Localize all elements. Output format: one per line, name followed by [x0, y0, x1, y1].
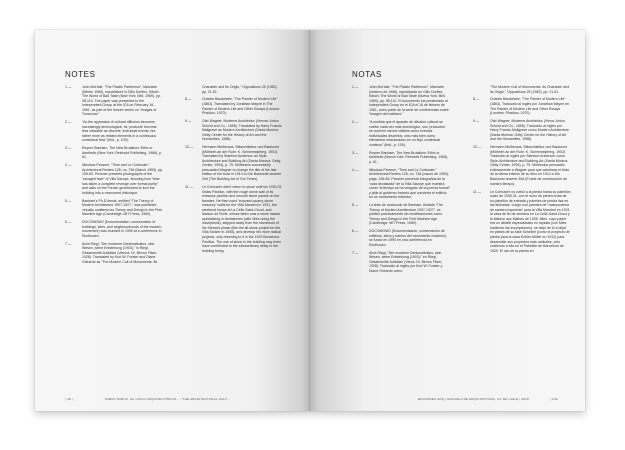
- footnote-number: 9 —: [473, 119, 480, 124]
- footnote-number: 7 —: [65, 241, 72, 246]
- notes-column: [185, 85, 283, 257]
- footnote-text: Nikolaus Pevsner, “Time and Le Corbusier,” Architectural Review 125, no. 746 (March 1959), pp. 159-65. Pevsner presents photographs of the “ravaged face” of Villa Savoye, showing how “time has taken a complete revenge over formal purity” and calls on the French government to turn the building into a monument historique.: [82, 163, 163, 195]
- footnote: [473, 145, 571, 186]
- footnote-number: 6 —: [352, 229, 359, 234]
- footnote: [65, 120, 163, 143]
- footnote: [352, 168, 450, 200]
- footnote: [352, 151, 450, 165]
- footnote: [352, 251, 450, 274]
- footnote-text: “The Modern Cult of Monuments: Its Character and Its Origin,” Oppositions 25 (1982), pp. 21-51.: [490, 85, 570, 94]
- footnote-text: Hermann Muthesius, Stilarchitektur und Baukunst (Mülheim an der Ruhr: K. Schimmelpfeng, 1902). Translated by Stanford Anderson as Style-Architecture and Building-Art (Santa Monica: Getty Center, 1994), p. 75. Muthesius successfully persuaded Wagner to change the title of the last edition of his book in 1914 to Die Baukunst unserer Zeit (The Building-Art of Our Times).: [202, 145, 282, 182]
- footnote-text: DOCOMOMO (Documentation, conservation of buildings, sites, and neighbourhoods of the modern movement) was founded in 1990 at a conference in Eindhoven.: [82, 220, 162, 238]
- footnote: [185, 119, 283, 142]
- right-page: [310, 30, 585, 411]
- footnote-text: Character and Its Origin,” Oppositions 25 (1982), pp. 21-51.: [202, 85, 278, 94]
- footnote-number: 2 —: [65, 120, 72, 125]
- footnote: [473, 190, 571, 254]
- running-head: MIRKO WIDLIK. EL CICLO ARQUITECTÓNICO... / THE ARCHITECTURAL CULT...: [105, 397, 230, 401]
- footnote-number: [185, 85, 202, 94]
- footnote-number: 6 —: [65, 220, 72, 225]
- footnote-number: 10 —: [473, 145, 482, 150]
- left-page: [35, 30, 310, 411]
- footnote-number: 10 —: [185, 145, 194, 150]
- footnote-text: Otto Wagner, Moderne Architektur (Viena: Anton Schroll and Co., 1896). Traducido al inglés por Harry Francis Mallgrave como Modern Architecture (Santa Mónica: Getty Center for the History of Art and the Humanities, 1988).: [490, 119, 569, 142]
- notes-column: [65, 85, 163, 268]
- footnote-text: Nikolaus Pevsner, “Time and Le Corbusier,” Architectural Review 125, no. 746 (marzo de 1959), págs. 159-65. Pevsner presenta fotografías de la “cara devastada” de la Villa Savoye que muestra cómo “el tiempo se ha vengado de la pureza formal” y pide al gobierno francés que convierta el edificio en un monumento histórico.: [369, 167, 450, 200]
- footnote: [473, 119, 571, 142]
- footnote: [65, 199, 163, 217]
- footnote-number: 4 —: [352, 167, 359, 172]
- footnote: [185, 97, 283, 115]
- page-number: | 48 |: [65, 397, 73, 401]
- footnote-number: 5 —: [352, 203, 359, 208]
- footnote-number: 4 —: [65, 163, 72, 168]
- footnote-number: 5 —: [65, 198, 72, 203]
- notes-column: [473, 85, 571, 257]
- footnote-number: 3 —: [352, 150, 359, 155]
- footnote-text: Le Corbusier no volvió a la piedra hasta su pabellón suizo de 1930-31, con el muro de piedra bruta de su pabellón de entrada y paneles de piedra lisa en las fachadas. Luego usó paredes de “mampostería de cantera expuesta” para la Villa Mandrot en 1931, la casa de fin de semana en La Celle-Saint-Cloud y la Maison aux Mathes de 1935. Mies, cuyo padre era un albañil especializado en lápidas (con Mies haciendo las inscripciones), se alejó de él a dejar en piedra de su fase Schinkel (como el proyecto de piedra para la casa Kröller-Müller en 1912) para desarrollar sus proyectos más radicales, sólo volviendo a ella en el Pabellón de Barcelona de 1929. El uso de la piedra en: [490, 189, 571, 253]
- footnote-number: 1 —: [352, 85, 359, 89]
- footnote-text: Alois Riegl, “Der moderne Denkmalkultus, sein Wesen, seine Entstehung (1903),” en Riegl, Gesammelte Aufsätze (Viena: Dr. Benno Filser, 1928). Traducido al inglés por Kurt W. Forster y Diane Ghirardo como: [369, 250, 443, 274]
- footnote-text: “As the apparatus of cultural diffusion becomes increasingly technological, its ‘products’ become less viewable as discrete, individual events, but rather more as related elements in a continuous contextual flow” (ibid., p. 109).: [82, 120, 157, 143]
- book-spread: [35, 30, 585, 411]
- footnote-text: Banham’s Ph.D thesis, entitled “The Theory of Modern Architecture 1907-1927,” was published virtually unaltered as Theory and Design in the First Machine Age (Cambridge: MIT Press, 1960).: [82, 198, 162, 217]
- footnote-number: 7 —: [352, 250, 359, 255]
- footnote: [352, 85, 450, 117]
- footnote-number: 2 —: [352, 120, 359, 125]
- footnote: [352, 229, 450, 247]
- footnote-number: 11 —: [185, 184, 194, 189]
- footnote: [65, 220, 163, 238]
- footnote: [473, 97, 571, 115]
- footnote-text: Otto Wagner, Moderne Architektur (Vienna: Anton Schroll and Co., 1896). Translated by Harry Francis Mallgrave as Modern Architecture (Santa Monica: Getty Center for the History of Art and the Humanities, 1988).: [202, 119, 282, 142]
- footnote: [65, 163, 163, 195]
- footnote-text: John McHale, “The Plastic Parthenon”, Marcatre (invierno de 1966), republicado en Gillo Dorfles, Kitsch: The World of Bad Taste (Nueva York: Bell, 1969), pp. 98-110. El documento fue presentado al Independent Group en el ICA el 16 de febrero de 1961, como parte de la serie de conferencias sobre “Imagen del mañana.”: [369, 85, 449, 117]
- book-gutter: [309, 30, 311, 411]
- footnote: [65, 146, 163, 160]
- running-head: EDICIONES ARQ | ESCUELA DE ARQUITECTURA, UC DE CHILE | 2019: [418, 397, 529, 401]
- footnote-text: Reyner Banham, The New Brutalism: Ethic or Aesthetic (Nueva York: Reinhold Publishing, 1966), p. 61.: [369, 150, 449, 164]
- footnote-number: 3 —: [65, 146, 72, 151]
- footnote-text: “A medida que el aparato de difusión cultural se vuelve cada vez más tecnológico, sus ‘productos’ se vuelven menos visibles como eventos individuales discretos, sino más bien como elementos relacionados en un flujo contextual continuo” (ibid., p. 109).: [369, 120, 446, 147]
- page-heading: NOTAS: [352, 70, 382, 79]
- footnote: [65, 85, 163, 117]
- footnote-number: 9 —: [185, 119, 192, 124]
- footnote: [352, 120, 450, 147]
- footnote: [185, 85, 283, 94]
- footnote-number: 8 —: [185, 97, 192, 102]
- footnote-text: Charles Baudelaire, “The Painter of Modern Life” (1863). Translated by Jonathan Mayne in The Painter of Modern Life and Other Essays (London: Phaidon, 1970).: [202, 97, 281, 116]
- notes-column: [352, 85, 450, 277]
- footnote: [65, 242, 163, 265]
- footnote: [185, 185, 283, 253]
- page-heading: NOTES: [65, 70, 96, 79]
- footnote-text: Reyner Banham, The New Brutalism: Ethic or Aesthetic (New York: Reinhold Publishing, 1966), p. 61.: [82, 146, 162, 160]
- footnote: [473, 85, 571, 94]
- footnote-number: 11 —: [473, 189, 482, 194]
- footnote-text: Charles Baudelaire, “The Painter of Modern Life” (1863). Traducido al inglés por Jonathan Mayne en The Painter of Modern Life and Other Essays (Londres: Phaidon, 1970).: [490, 97, 569, 116]
- footnote-text: Alois Riegl, “Der moderne Denkmalkultus, sein Wesen, seine Entstehung (1903),” in Riegl, Gesammelte Aufsätze (Vienna: Dr. Benno Filser, 1928). Translated by Kurt W. Forster and Diane Ghirardo as “The Modern Cult of Monuments: Its: [82, 241, 158, 264]
- footnote-text: Hermann Muthesius, Stilarchitektur und Baukunst (Mülheim an der Ruhr: K. Schimmelpfeng, 1902). Traducido al inglés por Stanford Anderson como Style-Architecture and Building-Art (Santa Mónica: Getty Center, 1994), p. 75. Muthesius persuadió exitosamente a Wagner para que cambiara el título de la última edición de su libro en 1914 a Die Baukunst unserer Zeit (El arte de construcción de nuestro tiempo).: [490, 145, 570, 186]
- footnote-text: La tesis de doctorado de Banham, titulada “The Theory of Modern Architecture 1907-1927”, se publicó prácticamente sin modificaciones como Theory and Design in the First Machine Age (Cambridge: MIT Press, 1960).: [369, 203, 443, 226]
- footnote-number: 8 —: [473, 97, 480, 102]
- footnote: [352, 203, 450, 226]
- footnote-number: 1 —: [65, 85, 72, 89]
- footnote: [185, 145, 283, 181]
- footnote-number: [473, 85, 490, 94]
- page-number: | 149: [550, 397, 558, 401]
- footnote-text: Le Corbusier didn’t return to stone until his 1930-31 Swiss Pavilion, with the rough stone wall of its entrance pavilion and smooth stone panels on the facades. He then used “exposed quarry-stone masonry” walls for the Villa Mandrot in 1931, the weekend house at La Celle-Saint-Cloud, and Maison de Rohé, whose fabric was a stone mason specializing in tombstones (with Miés doing the inscriptions), stepped away from the stonework of his Schwöd phase (like the all-stone project for the Villa Stotzer in 1908), and develop his more radical projects, only returning to it in the 1929 Barcelona Pavilion. The use of stone in the building may even have contributed to the extraordinary delay in the building being: [202, 184, 282, 253]
- footnote-text: John McHale, “The Plastic Parthenon”, Marcatre (Winter 1966), republished in Gillo Dorfles, Kitsch: The World of Bad Taste (New York: Bell, 1969), pp. 98-110. The paper was presented to the Independent Group at the ICA on February 16, 1961, as part of the lecture series on “Images of Tomorrow.”: [82, 85, 161, 117]
- footnote-text: DOCOMOMO (Documentación, conservación de edificios, sitios y barrios del movimiento moderno) se fundó en 1990 en una conferencia en Eindhoven.: [369, 229, 447, 247]
